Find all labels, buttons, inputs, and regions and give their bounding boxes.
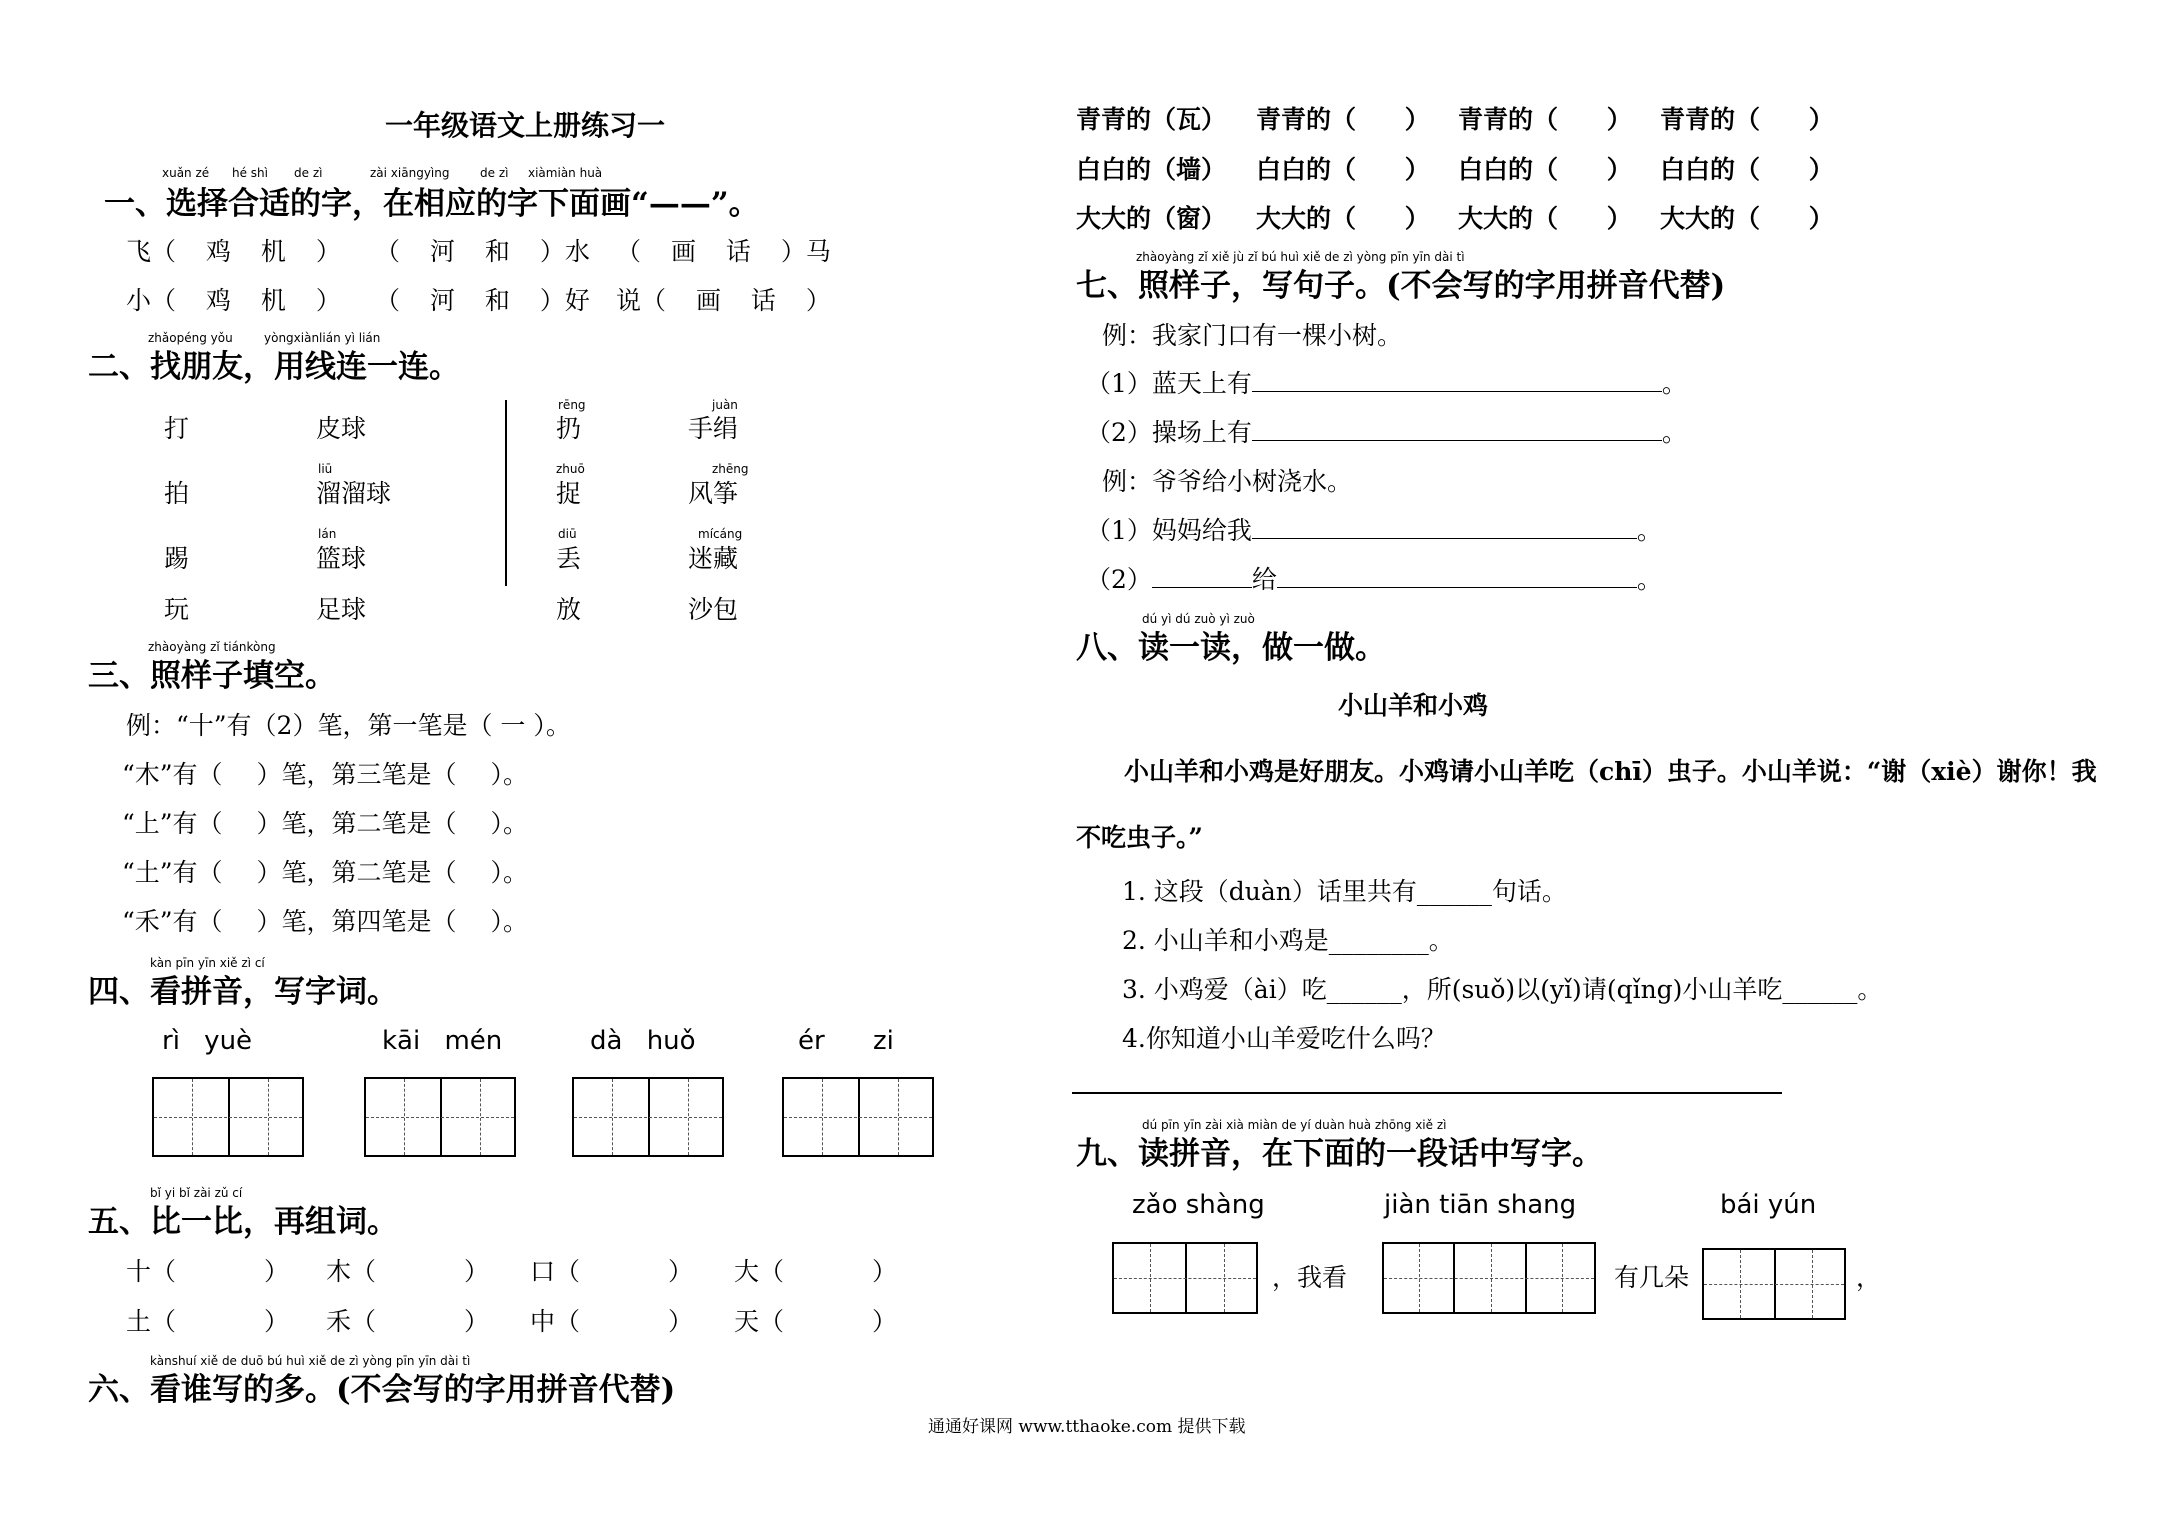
pinyin-annotation: rēng <box>558 398 586 412</box>
fill-line: “上”有（ ）笔，第二笔是（ ）。 <box>122 809 528 838</box>
pinyin-annotation: de zì <box>480 166 509 180</box>
match-noun: 沙包 <box>688 595 739 624</box>
pinyin-annotation: zhuō <box>556 462 585 476</box>
writing-grid[interactable] <box>572 1077 724 1157</box>
reading-question: 1. 这段（duàn）话里共有______句话。 <box>1122 877 1567 906</box>
section-1-heading: 一、选择合适的字，在相应的字下面画“——”。 <box>104 186 760 222</box>
answer-blank[interactable] <box>1252 391 1662 392</box>
story-paragraph: 小山羊和小鸡是好朋友。小鸡请小山羊吃（chī）虫子。小山羊说：“谢（xiè）谢你！我 <box>1124 757 2097 786</box>
choice-item: 飞（ 鸡 机 ） <box>126 237 341 266</box>
pinyin-word: jiàn tiān shang <box>1384 1190 1577 1220</box>
fill-line: “禾”有（ ）笔，第四笔是（ ）。 <box>122 907 528 936</box>
pinyin-word: dà huǒ <box>590 1026 696 1056</box>
compare-item: 十（ ） <box>126 1257 289 1286</box>
match-noun: 皮球 <box>316 414 367 443</box>
choice-item: （ 河 和 ）好 <box>375 286 590 315</box>
pinyin-annotation: xuǎn zé <box>162 166 210 180</box>
choice-item: 说（ 画 话 ） <box>616 286 831 315</box>
pinyin-word: bái yún <box>1720 1190 1817 1220</box>
section-3-heading: 三、照样子填空。 <box>88 658 336 694</box>
pinyin-word: ér zi <box>798 1026 894 1056</box>
match-noun: 手绢 <box>688 414 739 443</box>
word-pair: 青青的（ ） <box>1458 105 1632 134</box>
story-title: 小山羊和小鸡 <box>1338 691 1489 720</box>
writing-grid[interactable] <box>364 1077 516 1157</box>
pinyin-annotation: lán <box>318 527 337 541</box>
match-noun: 篮球 <box>316 544 367 573</box>
section-8-heading: 八、读一读，做一做。 <box>1076 630 1386 666</box>
word-pair: 大大的（ ） <box>1660 204 1834 233</box>
section-5-heading: 五、比一比，再组词。 <box>88 1204 398 1240</box>
word-pair: 白白的（ ） <box>1458 155 1632 184</box>
example-line: 例：爷爷给小树浇水。 <box>1102 467 1353 496</box>
pinyin-annotation: diū <box>558 527 577 541</box>
match-verb: 打 <box>164 414 190 443</box>
writing-grid[interactable] <box>782 1077 934 1157</box>
match-noun: 足球 <box>316 595 367 624</box>
word-pair: 大大的（ ） <box>1256 204 1430 233</box>
pinyin-annotation: dú pīn yīn zài xià miàn de yí duàn huà zhōng xiě zì <box>1142 1118 1447 1132</box>
match-verb: 丢 <box>556 544 582 573</box>
fill-line: “木”有（ ）笔，第三笔是（ ）。 <box>122 760 528 789</box>
reading-question: 3. 小鸡爱（ài）吃______，所(suǒ)以(yǐ)请(qǐng)小山羊吃______。 <box>1122 975 1883 1004</box>
pinyin-annotation: mícáng <box>698 527 743 541</box>
pinyin-annotation: hé shì <box>232 166 268 180</box>
answer-blank[interactable] <box>1252 538 1637 539</box>
word-pair: 白白的（ ） <box>1660 155 1834 184</box>
section-6-heading: 六、看谁写的多。(不会写的字用拼音代替) <box>88 1372 676 1408</box>
match-noun: 风筝 <box>688 479 739 508</box>
pinyin-annotation: zhàoyàng zǐ xiě jù zǐ bú huì xiě de zì yòng pīn yīn dài tì <box>1136 250 1465 264</box>
sentence-text: ，我看 <box>1272 1263 1348 1292</box>
answer-line[interactable] <box>1072 1092 1782 1094</box>
example-line: 例：“十”有（2）笔，第一笔是（ 一 ）。 <box>126 711 571 740</box>
answer-blank[interactable] <box>1277 587 1637 588</box>
word-pair: 白白的（ ） <box>1256 155 1430 184</box>
word-pair: 大大的（ ） <box>1458 204 1632 233</box>
sentence-text: 有几朵 <box>1614 1263 1690 1292</box>
writing-grid[interactable] <box>1112 1242 1258 1314</box>
pinyin-annotation: liū <box>318 462 333 476</box>
column-divider <box>505 400 507 586</box>
pinyin-annotation: zhēng <box>712 462 749 476</box>
match-verb: 捉 <box>556 479 582 508</box>
question-line: （1）蓝天上有 。 <box>1086 369 1687 398</box>
pinyin-annotation: zhàoyàng zǐ tiánkòng <box>148 640 276 654</box>
pinyin-annotation: zhǎopéng yǒu <box>148 331 233 345</box>
word-pair: 青青的（ ） <box>1256 105 1430 134</box>
match-verb: 拍 <box>164 479 190 508</box>
pinyin-annotation: bǐ yi bǐ zài zǔ cí <box>150 1186 243 1200</box>
compare-item: 木（ ） <box>326 1257 489 1286</box>
writing-grid[interactable] <box>1382 1242 1596 1314</box>
compare-item: 口（ ） <box>530 1257 693 1286</box>
question-line: （1）妈妈给我 。 <box>1086 516 1662 545</box>
section-2-heading: 二、找朋友，用线连一连。 <box>88 349 460 385</box>
pinyin-annotation: xiàmiàn huà <box>528 166 603 180</box>
pinyin-annotation: yòngxiànlián yì lián <box>264 331 381 345</box>
match-noun: 迷藏 <box>688 544 739 573</box>
fill-line: “土”有（ ）笔，第二笔是（ ）。 <box>122 858 528 887</box>
example-line: 例：我家门口有一棵小树。 <box>1102 321 1403 350</box>
reading-question: 2. 小山羊和小鸡是________。 <box>1122 926 1454 955</box>
choice-item: （ 河 和 ）水 <box>375 237 590 266</box>
pinyin-annotation: dú yì dú zuò yì zuò <box>1142 612 1255 626</box>
pinyin-word: kāi mén <box>382 1026 503 1056</box>
match-noun: 溜溜球 <box>316 479 392 508</box>
match-verb: 扔 <box>556 414 582 443</box>
pinyin-annotation: kànshuí xiě de duō bú huì xiě de zì yòng pīn yīn dài tì <box>150 1354 471 1368</box>
pinyin-word: zǎo shàng <box>1132 1190 1265 1220</box>
answer-blank[interactable] <box>1252 440 1662 441</box>
match-verb: 玩 <box>164 595 190 624</box>
question-line: （2）操场上有 。 <box>1086 418 1687 447</box>
pinyin-annotation: juàn <box>712 398 738 412</box>
compare-item: 大（ ） <box>734 1257 897 1286</box>
answer-blank[interactable] <box>1152 587 1252 588</box>
reading-question: 4.你知道小山羊爱吃什么吗？ <box>1122 1024 1446 1053</box>
choice-item: （ 画 话 ）马 <box>616 237 831 266</box>
pinyin-annotation: kàn pīn yīn xiě zì cí <box>150 956 265 970</box>
compare-item: 土（ ） <box>126 1307 289 1336</box>
word-pair: 白白的（墙） <box>1076 155 1227 184</box>
pinyin-word: rì yuè <box>162 1026 253 1056</box>
match-verb: 踢 <box>164 544 190 573</box>
compare-item: 天（ ） <box>734 1307 897 1336</box>
question-line: （2） 给 。 <box>1086 565 1662 594</box>
section-7-heading: 七、照样子，写句子。(不会写的字用拼音代替) <box>1076 268 1726 304</box>
story-paragraph: 不吃虫子。” <box>1076 823 1203 852</box>
compare-item: 禾（ ） <box>326 1307 489 1336</box>
pinyin-annotation: de zì <box>294 166 323 180</box>
compare-item: 中（ ） <box>530 1307 693 1336</box>
word-pair: 青青的（ ） <box>1660 105 1834 134</box>
word-pair: 青青的（瓦） <box>1076 105 1227 134</box>
section-4-heading: 四、看拼音，写字词。 <box>88 974 398 1010</box>
word-pair: 大大的（窗） <box>1076 204 1227 233</box>
choice-item: 小（ 鸡 机 ） <box>126 286 341 315</box>
writing-grid[interactable] <box>152 1077 304 1157</box>
section-9-heading: 九、读拼音，在下面的一段话中写字。 <box>1076 1136 1603 1172</box>
footer-credit: 通通好课网 www.tthaoke.com 提供下载 <box>928 1417 1246 1437</box>
page-title: 一年级语文上册练习一 <box>385 109 666 142</box>
pinyin-annotation: zài xiāngyìng <box>370 166 450 180</box>
writing-grid[interactable] <box>1702 1248 1846 1320</box>
match-verb: 放 <box>556 595 582 624</box>
sentence-text: ， <box>1856 1263 1882 1292</box>
